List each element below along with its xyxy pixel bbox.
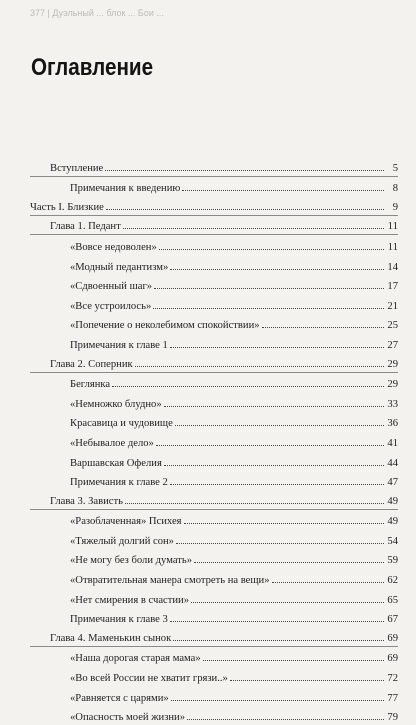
dot-leader — [194, 562, 384, 563]
dot-leader — [159, 249, 384, 250]
toc-entry-page: 41 — [387, 437, 398, 449]
toc-entry-title: Примечания к введению — [70, 183, 181, 195]
toc-entry — [30, 314, 398, 334]
toc-entry-title: «Модный педантизм» — [70, 261, 169, 273]
toc-entry-page: 29 — [387, 358, 398, 370]
toc-entry-page: 67 — [387, 614, 398, 626]
table-of-contents — [30, 157, 398, 725]
dot-leader — [171, 700, 384, 701]
dot-leader — [203, 660, 384, 661]
toc-entry-title: «Немножко блудно» — [70, 398, 162, 410]
dot-leader — [105, 170, 384, 171]
toc-entry-page: 79 — [387, 712, 398, 724]
dot-leader — [191, 602, 384, 603]
toc-entry — [30, 627, 398, 647]
toc-entry-title: Глава 2. Соперник — [50, 358, 133, 370]
toc-entry — [30, 431, 398, 451]
dot-leader — [182, 190, 384, 191]
toc-entry-page: 9 — [392, 201, 398, 213]
dot-leader — [184, 523, 384, 524]
toc-entry-page: 5 — [392, 162, 398, 174]
toc-entry-title: «Разоблаченная» Психея — [70, 516, 182, 528]
toc-entry-page: 49 — [387, 516, 398, 528]
dot-leader — [170, 269, 384, 270]
toc-entry — [30, 294, 398, 314]
toc-entry-title: Варшавская Офелия — [70, 457, 162, 469]
toc-entry-title: «Небывалое дело» — [70, 437, 154, 449]
dot-leader — [176, 543, 384, 544]
toc-entry — [30, 471, 398, 491]
toc-entry — [30, 529, 398, 549]
toc-entry-page: 27 — [387, 339, 398, 351]
toc-entry-page: 62 — [387, 575, 398, 587]
dot-leader — [135, 366, 384, 367]
toc-entry-title: «Опасность моей жизни» — [70, 712, 186, 724]
toc-entry-page: 44 — [387, 457, 398, 469]
toc-entry-title: «Равняется с царями» — [70, 692, 169, 704]
toc-entry-page: 17 — [387, 281, 398, 293]
toc-entry-page: 49 — [387, 495, 398, 507]
toc-entry-page: 8 — [392, 183, 398, 195]
toc-entry — [30, 490, 398, 510]
toc-entry-title: Примечания к главе 2 — [70, 477, 168, 489]
toc-entry-title: «Не могу без боли думать» — [70, 555, 193, 567]
dot-leader — [262, 327, 384, 328]
toc-entry-page: 21 — [387, 300, 398, 312]
toc-entry — [30, 412, 398, 432]
dot-leader — [153, 308, 384, 309]
toc-entry — [30, 255, 398, 275]
dot-leader — [230, 680, 384, 681]
toc-entry-title: Беглянка — [70, 379, 111, 391]
toc-entry — [30, 373, 398, 393]
toc-entry — [30, 177, 398, 197]
toc-entry-page: 25 — [387, 320, 398, 332]
toc-entry-page: 11 — [387, 241, 398, 253]
dot-leader — [170, 484, 384, 485]
toc-entry-title: Красавица и чудовище — [70, 418, 173, 430]
toc-entry-page: 69 — [387, 632, 398, 644]
toc-entry-page: 14 — [387, 261, 398, 273]
toc-entry-page: 65 — [387, 594, 398, 606]
dot-leader — [170, 621, 384, 622]
toc-entry-page: 47 — [387, 477, 398, 489]
dot-leader — [156, 445, 384, 446]
toc-entry-page: 77 — [387, 692, 398, 704]
toc-entry-title: Глава 1. Педант — [50, 221, 121, 233]
toc-entry — [30, 608, 398, 628]
toc-entry — [30, 451, 398, 471]
toc-entry-title: Вступление — [50, 162, 104, 174]
toc-entry-page: 72 — [387, 673, 398, 685]
dot-leader — [106, 209, 384, 210]
dot-leader — [123, 228, 384, 229]
dot-leader — [170, 347, 384, 348]
toc-entry — [30, 568, 398, 588]
toc-entry — [30, 275, 398, 295]
running-title: | Дуэльный ... блок ... Бои ... — [47, 8, 164, 18]
toc-entry-page: 29 — [387, 379, 398, 391]
dot-leader — [164, 465, 384, 466]
toc-entry-page: 54 — [387, 535, 398, 547]
dot-leader — [154, 288, 384, 289]
toc-entry-title: «Сдвоенный шаг» — [70, 281, 153, 293]
toc-entry-title: «Вовсе недоволен» — [70, 241, 157, 253]
toc-entry-title: «Наша дорогая старая мама» — [70, 653, 201, 665]
toc-entry-title: Примечания к главе 1 — [70, 339, 168, 351]
toc-entry — [30, 353, 398, 373]
toc-entry-page: 36 — [387, 418, 398, 430]
toc-entry-page: 33 — [387, 398, 398, 410]
toc-entry — [30, 647, 398, 667]
page-number: 377 — [30, 8, 46, 18]
toc-entry-title: Часть I. Близкие — [30, 201, 104, 213]
toc-entry-title: «Отвратительная манера смотреть на вещи» — [70, 575, 270, 587]
toc-entry-title: Глава 4. Маменькин сынок — [50, 632, 172, 644]
dot-leader — [272, 582, 384, 583]
toc-entry-page: 59 — [387, 555, 398, 567]
toc-entry-title: «Тяжелый долгий сон» — [70, 535, 174, 547]
toc-entry — [30, 333, 398, 353]
dot-leader — [187, 719, 384, 720]
toc-entry — [30, 510, 398, 530]
dot-leader — [112, 386, 384, 387]
toc-entry — [30, 235, 398, 255]
toc-entry-title: «Во всей России не хватит грязи..» — [70, 673, 228, 685]
toc-entry — [30, 666, 398, 686]
page-title: Оглавление — [31, 54, 154, 81]
running-header — [30, 8, 164, 18]
toc-entry — [30, 549, 398, 569]
toc-entry — [30, 196, 398, 216]
toc-entry — [30, 392, 398, 412]
toc-entry-title: Примечания к главе 3 — [70, 614, 168, 626]
toc-entry-title: Глава 3. Зависть — [50, 495, 123, 507]
toc-entry — [30, 706, 398, 725]
toc-entry — [30, 216, 398, 236]
toc-entry-page: 11 — [387, 221, 398, 233]
dot-leader — [173, 640, 384, 641]
toc-entry-page: 69 — [387, 653, 398, 665]
toc-entry-title: «Попечение о неколебимом спокойствии» — [70, 320, 260, 332]
toc-entry-title: «Нет смирения в счастии» — [70, 594, 189, 606]
toc-entry-title: «Все устроилось» — [70, 300, 152, 312]
toc-entry — [30, 588, 398, 608]
dot-leader — [125, 503, 384, 504]
toc-entry — [30, 157, 398, 177]
dot-leader — [175, 425, 384, 426]
dot-leader — [164, 406, 384, 407]
toc-entry — [30, 686, 398, 706]
